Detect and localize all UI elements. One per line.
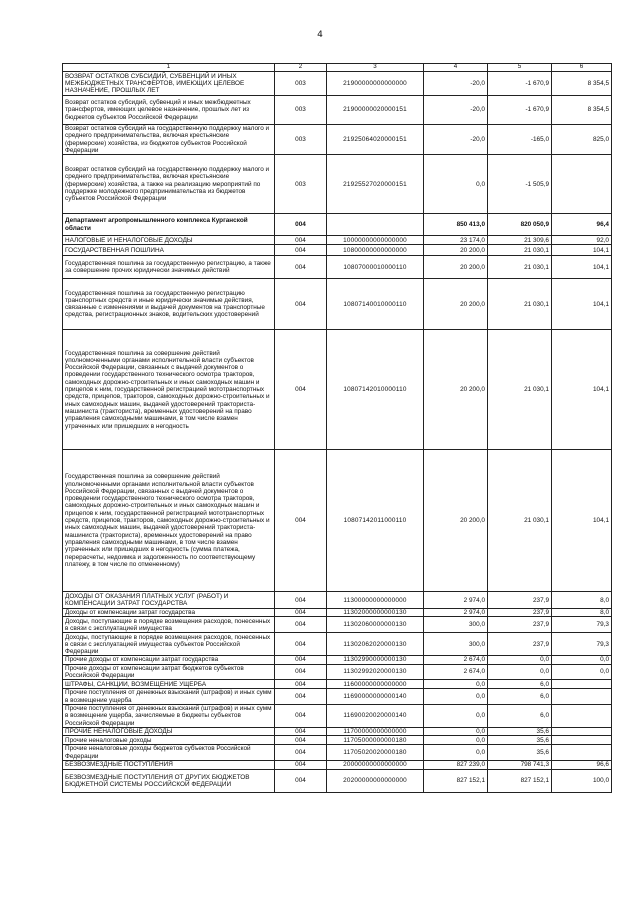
row-admin-code: 004 bbox=[275, 592, 327, 609]
row-name: Государственная пошлина за совершение действий уполномоченными органами исполнительной власти субъектов Российской Федерации, связанных с выдачей документов о проведении государственного технического осмотра тракторов, самоходных дорожно-строительных и иных самоходных машин и прицепов к ним, государственной регистрацией мототранспортных средств, прицепов, тракторов, самоходных дорожно-строительных и иных самоходных машин, выдачей удостоверений тракториста-машиниста (тракториста), временных удостоверений на право управления самоходными машинами, в том числе взамен утраченных или пришедших в негодность (сумма платежа, перерасчеты, недоимка и задолженность по соответствующему платежу, в том числе по отмененному) bbox=[63, 450, 275, 592]
row-admin-code: 003 bbox=[275, 96, 327, 125]
table-row bbox=[63, 236, 612, 245]
row-name: Государственная пошлина за совершение действий уполномоченными органами исполнительной власти субъектов Российской Федерации, связанных с выдачей документов о проведении государственного технического осмотра тракторов, самоходных дорожно-строительных и иных самоходных машин и прицепов к ним, государственной регистрацией мототранспортных средств, прицепов, тракторов, самоходных дорожно-строительных и иных самоходных машин, выдачей удостоверений тракториста-машиниста (тракториста), временных удостоверений на право управления самоходными машинами, в том числе взамен утраченных или пришедших в негодность bbox=[63, 330, 275, 450]
row-name: Прочие доходы от компенсации затрат бюджетов субъектов Российской Федерации bbox=[63, 664, 275, 680]
row-percent: 8,0 bbox=[552, 592, 612, 609]
row-name: Прочие неналоговые доходы bbox=[63, 736, 275, 745]
row-percent bbox=[552, 689, 612, 705]
row-budget-code: 11302990000000130 bbox=[327, 656, 424, 664]
row-percent bbox=[552, 745, 612, 761]
row-budget-code: 20000000000000000 bbox=[327, 760, 424, 769]
row-plan-value: -20,0 bbox=[424, 96, 488, 125]
row-actual-value: 827 152,1 bbox=[488, 769, 552, 792]
table-row bbox=[63, 256, 612, 279]
row-name: ДОХОДЫ ОТ ОКАЗАНИЯ ПЛАТНЫХ УСЛУГ (РАБОТ) И КОМПЕНСАЦИИ ЗАТРАТ ГОСУДАРСТВА bbox=[63, 592, 275, 609]
revenue-table-body bbox=[63, 64, 612, 793]
row-name: Возврат остатков субсидий на государственную поддержку малого и среднего предпринимательства, включая крестьянские (фермерские) хозяйства, из бюджетов субъектов Российской Федерации bbox=[63, 125, 275, 155]
row-budget-code: 11690000000000140 bbox=[327, 689, 424, 705]
table-row bbox=[63, 96, 612, 125]
row-actual-value: 21 030,1 bbox=[488, 256, 552, 279]
row-budget-code: 11700000000000000 bbox=[327, 727, 424, 735]
row-plan-value: 827 239,0 bbox=[424, 760, 488, 769]
column-number: 4 bbox=[424, 64, 488, 72]
row-budget-code: 11705020020000180 bbox=[327, 745, 424, 761]
row-admin-code: 004 bbox=[275, 680, 327, 689]
row-plan-value: -20,0 bbox=[424, 125, 488, 155]
row-percent: 8 354,5 bbox=[552, 96, 612, 125]
row-name: БЕЗВОЗМЕЗДНЫЕ ПОСТУПЛЕНИЯ bbox=[63, 760, 275, 769]
row-plan-value: 300,0 bbox=[424, 633, 488, 656]
column-number: 3 bbox=[327, 64, 424, 72]
row-budget-code: 11690020020000140 bbox=[327, 704, 424, 727]
column-number: 5 bbox=[488, 64, 552, 72]
row-percent bbox=[552, 704, 612, 727]
row-budget-code: 10807000010000110 bbox=[327, 256, 424, 279]
row-plan-value: 827 152,1 bbox=[424, 769, 488, 792]
row-name: Прочие доходы от компенсации затрат государства bbox=[63, 656, 275, 664]
row-admin-code: 004 bbox=[275, 736, 327, 745]
row-budget-code: 11705000000000180 bbox=[327, 736, 424, 745]
row-actual-value: 237,9 bbox=[488, 617, 552, 633]
table-row bbox=[63, 745, 612, 761]
row-actual-value: 237,9 bbox=[488, 609, 552, 617]
row-percent: 104,1 bbox=[552, 256, 612, 279]
row-admin-code: 004 bbox=[275, 633, 327, 656]
row-actual-value: -1 505,9 bbox=[488, 155, 552, 214]
row-plan-value: 20 200,0 bbox=[424, 256, 488, 279]
row-name: Доходы, поступающие в порядке возмещения расходов, понесенных в связи с эксплуатацией имущества bbox=[63, 617, 275, 633]
table-row bbox=[63, 155, 612, 214]
row-plan-value: 20 200,0 bbox=[424, 450, 488, 592]
row-percent: 8,0 bbox=[552, 609, 612, 617]
row-plan-value: 20 200,0 bbox=[424, 245, 488, 256]
table-row bbox=[63, 633, 612, 656]
row-name: Прочие поступления от денежных взысканий (штрафов) и иных сумм в возмещение ущерба bbox=[63, 689, 275, 705]
page-number: 4 bbox=[317, 30, 323, 40]
row-percent bbox=[552, 155, 612, 214]
row-admin-code: 004 bbox=[275, 617, 327, 633]
row-admin-code: 004 bbox=[275, 727, 327, 735]
row-actual-value: 35,6 bbox=[488, 745, 552, 761]
row-actual-value: 237,9 bbox=[488, 592, 552, 609]
row-actual-value: -1 670,9 bbox=[488, 96, 552, 125]
table-row bbox=[63, 617, 612, 633]
table-row bbox=[63, 214, 612, 236]
row-percent: 104,1 bbox=[552, 450, 612, 592]
row-plan-value: 0,0 bbox=[424, 155, 488, 214]
column-number: 2 bbox=[275, 64, 327, 72]
row-name: Департамент агропромышленного комплекса Курганской области bbox=[63, 214, 275, 236]
row-percent: 104,1 bbox=[552, 279, 612, 330]
table-row bbox=[63, 727, 612, 735]
table-row bbox=[63, 769, 612, 792]
table-row bbox=[63, 736, 612, 745]
row-plan-value: 2 674,0 bbox=[424, 656, 488, 664]
row-admin-code: 003 bbox=[275, 155, 327, 214]
table-row bbox=[63, 330, 612, 450]
table-row bbox=[63, 450, 612, 592]
row-name: Доходы, поступающие в порядке возмещения расходов, понесенных в связи с эксплуатацией имущества субъектов Российской Федерации bbox=[63, 633, 275, 656]
table-row bbox=[63, 592, 612, 609]
row-actual-value: 6,0 bbox=[488, 680, 552, 689]
row-admin-code: 004 bbox=[275, 745, 327, 761]
row-percent bbox=[552, 727, 612, 735]
row-name: Государственная пошлина за государственную регистрацию транспортных средств и иные юридически значимые действия, связанные с изменениями и выдачей документов на транспортные средства, регистрационных знаков, водительских удостоверений bbox=[63, 279, 275, 330]
row-budget-code: 10807142010000110 bbox=[327, 330, 424, 450]
row-admin-code: 004 bbox=[275, 760, 327, 769]
row-admin-code: 004 bbox=[275, 450, 327, 592]
row-budget-code: 21925064020000151 bbox=[327, 125, 424, 155]
row-percent: 92,0 bbox=[552, 236, 612, 245]
row-plan-value: 20 200,0 bbox=[424, 330, 488, 450]
row-budget-code: 11300000000000000 bbox=[327, 592, 424, 609]
row-actual-value: -1 670,9 bbox=[488, 72, 552, 96]
row-admin-code: 004 bbox=[275, 279, 327, 330]
row-admin-code: 003 bbox=[275, 125, 327, 155]
row-budget-code bbox=[327, 214, 424, 236]
row-percent: 96,6 bbox=[552, 760, 612, 769]
row-budget-code: 11302062020000130 bbox=[327, 633, 424, 656]
row-actual-value: 6,0 bbox=[488, 704, 552, 727]
row-plan-value: -20,0 bbox=[424, 72, 488, 96]
row-plan-value: 0,0 bbox=[424, 727, 488, 735]
row-actual-value: 21 309,6 bbox=[488, 236, 552, 245]
table-row bbox=[63, 704, 612, 727]
row-admin-code: 004 bbox=[275, 214, 327, 236]
row-name: Возврат остатков субсидий на государственную поддержку малого и среднего предпринимательства, включая крестьянские (фермерские) хозяйства, а также на реализацию мероприятий по поддержке молодежного предпринимательства из бюджетов субъектов Российской Федерации bbox=[63, 155, 275, 214]
column-number: 6 bbox=[552, 64, 612, 72]
row-name: ВОЗВРАТ ОСТАТКОВ СУБСИДИЙ, СУБВЕНЦИЙ И ИНЫХ МЕЖБЮДЖЕТНЫХ ТРАНСФЕРТОВ, ИМЕЮЩИХ ЦЕЛЕВОЕ НАЗНАЧЕНИЕ, ПРОШЛЫХ ЛЕТ bbox=[63, 72, 275, 96]
table-row bbox=[63, 680, 612, 689]
row-name: ПРОЧИЕ НЕНАЛОГОВЫЕ ДОХОДЫ bbox=[63, 727, 275, 735]
row-plan-value: 2 674,0 bbox=[424, 664, 488, 680]
row-plan-value: 850 413,0 bbox=[424, 214, 488, 236]
row-budget-code: 10000000000000000 bbox=[327, 236, 424, 245]
table-row bbox=[63, 609, 612, 617]
row-admin-code: 004 bbox=[275, 245, 327, 256]
table-row bbox=[63, 760, 612, 769]
row-admin-code: 004 bbox=[275, 704, 327, 727]
row-budget-code: 10800000000000000 bbox=[327, 245, 424, 256]
row-name: Возврат остатков субсидий, субвенций и иных межбюджетных трансфертов, имеющих целевое назначение, прошлых лет из бюджетов субъектов Российской Федерации bbox=[63, 96, 275, 125]
row-percent: 8 354,5 bbox=[552, 72, 612, 96]
row-name: ГОСУДАРСТВЕННАЯ ПОШЛИНА bbox=[63, 245, 275, 256]
row-admin-code: 003 bbox=[275, 72, 327, 96]
column-number-row bbox=[63, 64, 612, 72]
row-actual-value: 35,6 bbox=[488, 736, 552, 745]
row-percent bbox=[552, 680, 612, 689]
revenue-table bbox=[62, 63, 612, 793]
row-percent: 0,0 bbox=[552, 664, 612, 680]
row-plan-value: 300,0 bbox=[424, 617, 488, 633]
row-percent: 96,4 bbox=[552, 214, 612, 236]
row-admin-code: 004 bbox=[275, 609, 327, 617]
row-percent: 79,3 bbox=[552, 633, 612, 656]
row-budget-code: 11302060000000130 bbox=[327, 617, 424, 633]
row-actual-value: 21 030,1 bbox=[488, 245, 552, 256]
row-admin-code: 004 bbox=[275, 656, 327, 664]
row-name: Доходы от компенсации затрат государства bbox=[63, 609, 275, 617]
row-budget-code: 21925527020000151 bbox=[327, 155, 424, 214]
row-budget-code: 20200000000000000 bbox=[327, 769, 424, 792]
row-percent: 104,1 bbox=[552, 330, 612, 450]
row-name: Государственная пошлина за государственную регистрацию, а также за совершение прочих юридически значимых действий bbox=[63, 256, 275, 279]
row-plan-value: 0,0 bbox=[424, 704, 488, 727]
table-row bbox=[63, 245, 612, 256]
row-actual-value: 237,9 bbox=[488, 633, 552, 656]
row-budget-code: 21900000000000000 bbox=[327, 72, 424, 96]
row-budget-code: 11302000000000130 bbox=[327, 609, 424, 617]
row-budget-code: 11600000000000000 bbox=[327, 680, 424, 689]
row-name: БЕЗВОЗМЕЗДНЫЕ ПОСТУПЛЕНИЯ ОТ ДРУГИХ БЮДЖЕТОВ БЮДЖЕТНОЙ СИСТЕМЫ РОССИЙСКОЙ ФЕДЕРАЦИИ bbox=[63, 769, 275, 792]
row-plan-value: 2 974,0 bbox=[424, 609, 488, 617]
row-budget-code: 10807142011000110 bbox=[327, 450, 424, 592]
row-actual-value: 21 030,1 bbox=[488, 330, 552, 450]
row-actual-value: 798 741,3 bbox=[488, 760, 552, 769]
row-plan-value: 20 200,0 bbox=[424, 279, 488, 330]
row-actual-value: 0,0 bbox=[488, 656, 552, 664]
row-admin-code: 004 bbox=[275, 664, 327, 680]
row-actual-value: 0,0 bbox=[488, 664, 552, 680]
row-admin-code: 004 bbox=[275, 236, 327, 245]
row-actual-value: 35,6 bbox=[488, 727, 552, 735]
row-budget-code: 10807140010000110 bbox=[327, 279, 424, 330]
table-row bbox=[63, 279, 612, 330]
row-plan-value: 0,0 bbox=[424, 745, 488, 761]
row-admin-code: 004 bbox=[275, 689, 327, 705]
row-percent: 825,0 bbox=[552, 125, 612, 155]
row-percent: 79,3 bbox=[552, 617, 612, 633]
table-row bbox=[63, 689, 612, 705]
row-name: Прочие неналоговые доходы бюджетов субъектов Российской Федерации bbox=[63, 745, 275, 761]
row-admin-code: 004 bbox=[275, 256, 327, 279]
table-row bbox=[63, 656, 612, 664]
table-row bbox=[63, 664, 612, 680]
table-row bbox=[63, 125, 612, 155]
row-plan-value: 0,0 bbox=[424, 736, 488, 745]
row-percent bbox=[552, 736, 612, 745]
row-percent: 104,1 bbox=[552, 245, 612, 256]
row-budget-code: 11302992020000130 bbox=[327, 664, 424, 680]
row-plan-value: 0,0 bbox=[424, 680, 488, 689]
row-name: НАЛОГОВЫЕ И НЕНАЛОГОВЫЕ ДОХОДЫ bbox=[63, 236, 275, 245]
row-plan-value: 2 974,0 bbox=[424, 592, 488, 609]
row-plan-value: 0,0 bbox=[424, 689, 488, 705]
row-name: ШТРАФЫ, САНКЦИИ, ВОЗМЕЩЕНИЕ УЩЕРБА bbox=[63, 680, 275, 689]
row-budget-code: 21900000020000151 bbox=[327, 96, 424, 125]
column-number: 1 bbox=[63, 64, 275, 72]
row-actual-value: 6,0 bbox=[488, 689, 552, 705]
row-admin-code: 004 bbox=[275, 769, 327, 792]
row-plan-value: 23 174,0 bbox=[424, 236, 488, 245]
row-actual-value: 21 030,1 bbox=[488, 450, 552, 592]
row-percent: 0,0 bbox=[552, 656, 612, 664]
table-row bbox=[63, 72, 612, 96]
row-percent: 100,0 bbox=[552, 769, 612, 792]
row-actual-value: 820 050,9 bbox=[488, 214, 552, 236]
row-name: Прочие поступления от денежных взысканий (штрафов) и иных сумм в возмещение ущерба, зачисляемые в бюджеты субъектов Российской Федерации bbox=[63, 704, 275, 727]
row-actual-value: 21 030,1 bbox=[488, 279, 552, 330]
row-actual-value: -165,0 bbox=[488, 125, 552, 155]
row-admin-code: 004 bbox=[275, 330, 327, 450]
